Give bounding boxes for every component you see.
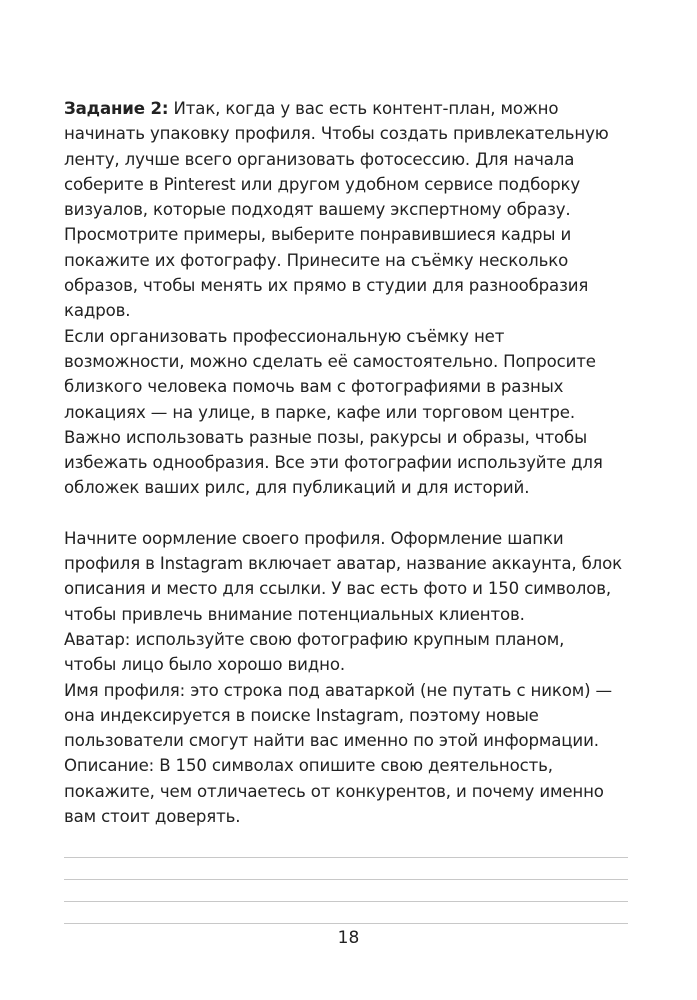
text-line: образов, чтобы менять их прямо в студии для разнообразия: [64, 276, 589, 296]
task-paragraph: [64, 96, 644, 324]
text-line: начинать упаковку профиля. Чтобы создать привлекательную: [64, 124, 609, 144]
text-line: Имя профиля: это строка под аватаркой (не путать с ником) —: [64, 680, 613, 700]
text-line: близкого человека помочь вам с фотографиями в разных: [64, 377, 564, 397]
text-line: локациях — на улице, в парке, кафе или торговом центре.: [64, 402, 575, 422]
text-line: Просмотрите примеры, выберите понравившиеся кадры и: [64, 225, 572, 245]
text-line: обложек ваших рилс, для публикаций и для историй.: [64, 478, 530, 498]
text-line: Важно использовать разные позы, ракурсы и образы, чтобы: [64, 427, 588, 447]
text-line: Задание 2: Итак, когда у вас есть контент-план, можно: [64, 99, 559, 118]
text-line: ленту, лучше всего организовать фотосессию. Для начала: [64, 149, 575, 169]
page-body: [64, 96, 644, 829]
text-line: возможности, можно сделать её самостоятельно. Попросите: [64, 351, 596, 371]
profile-design-paragraph: [64, 526, 644, 830]
writing-line: [64, 923, 628, 924]
task-label: Задание 2:: [64, 99, 169, 118]
text-line: покажите их фотографу. Принесите на съёмку несколько: [64, 250, 569, 270]
text-line: пользователи смогут найти вас именно по этой информации.: [64, 731, 599, 751]
text-line: визуалов, которые подходят вашему экспертному образу.: [64, 200, 571, 220]
text-line: она индексируется в поиске Instagram, поэтому новые: [64, 705, 539, 725]
text-line: Аватар: используйте свою фотографию крупным планом,: [64, 629, 565, 649]
text-line: кадров.: [64, 301, 131, 321]
text-line: вам стоит доверять.: [64, 807, 241, 827]
page-number: 18: [337, 928, 360, 948]
text-line: профиля в Instagram включает аватар, название аккаунта, блок: [64, 554, 623, 574]
text-line: избежать однообразия. Все эти фотографии используйте для: [64, 453, 603, 473]
text-line: Начните оормление своего профиля. Оформление шапки: [64, 528, 564, 548]
text-line: Описание: В 150 символах опишите свою деятельность,: [64, 756, 553, 776]
writing-line: [64, 879, 628, 880]
text-line: Если организовать профессиональную съёмку нет: [64, 326, 505, 346]
text-line: чтобы лицо было хорошо видно.: [64, 655, 345, 675]
text-line: описания и место для ссылки. У вас есть фото и 150 символов,: [64, 579, 612, 599]
paragraph-spacer: [64, 501, 644, 526]
text-line: покажите, чем отличаетесь от конкурентов, и почему именно: [64, 781, 604, 801]
writing-line: [64, 857, 628, 858]
self-shoot-paragraph: [64, 324, 644, 501]
text-line: чтобы привлечь внимание потенциальных клиентов.: [64, 604, 525, 624]
text-line: соберите в Pinterest или другом удобном сервисе подборку: [64, 174, 581, 194]
writing-line: [64, 901, 628, 902]
